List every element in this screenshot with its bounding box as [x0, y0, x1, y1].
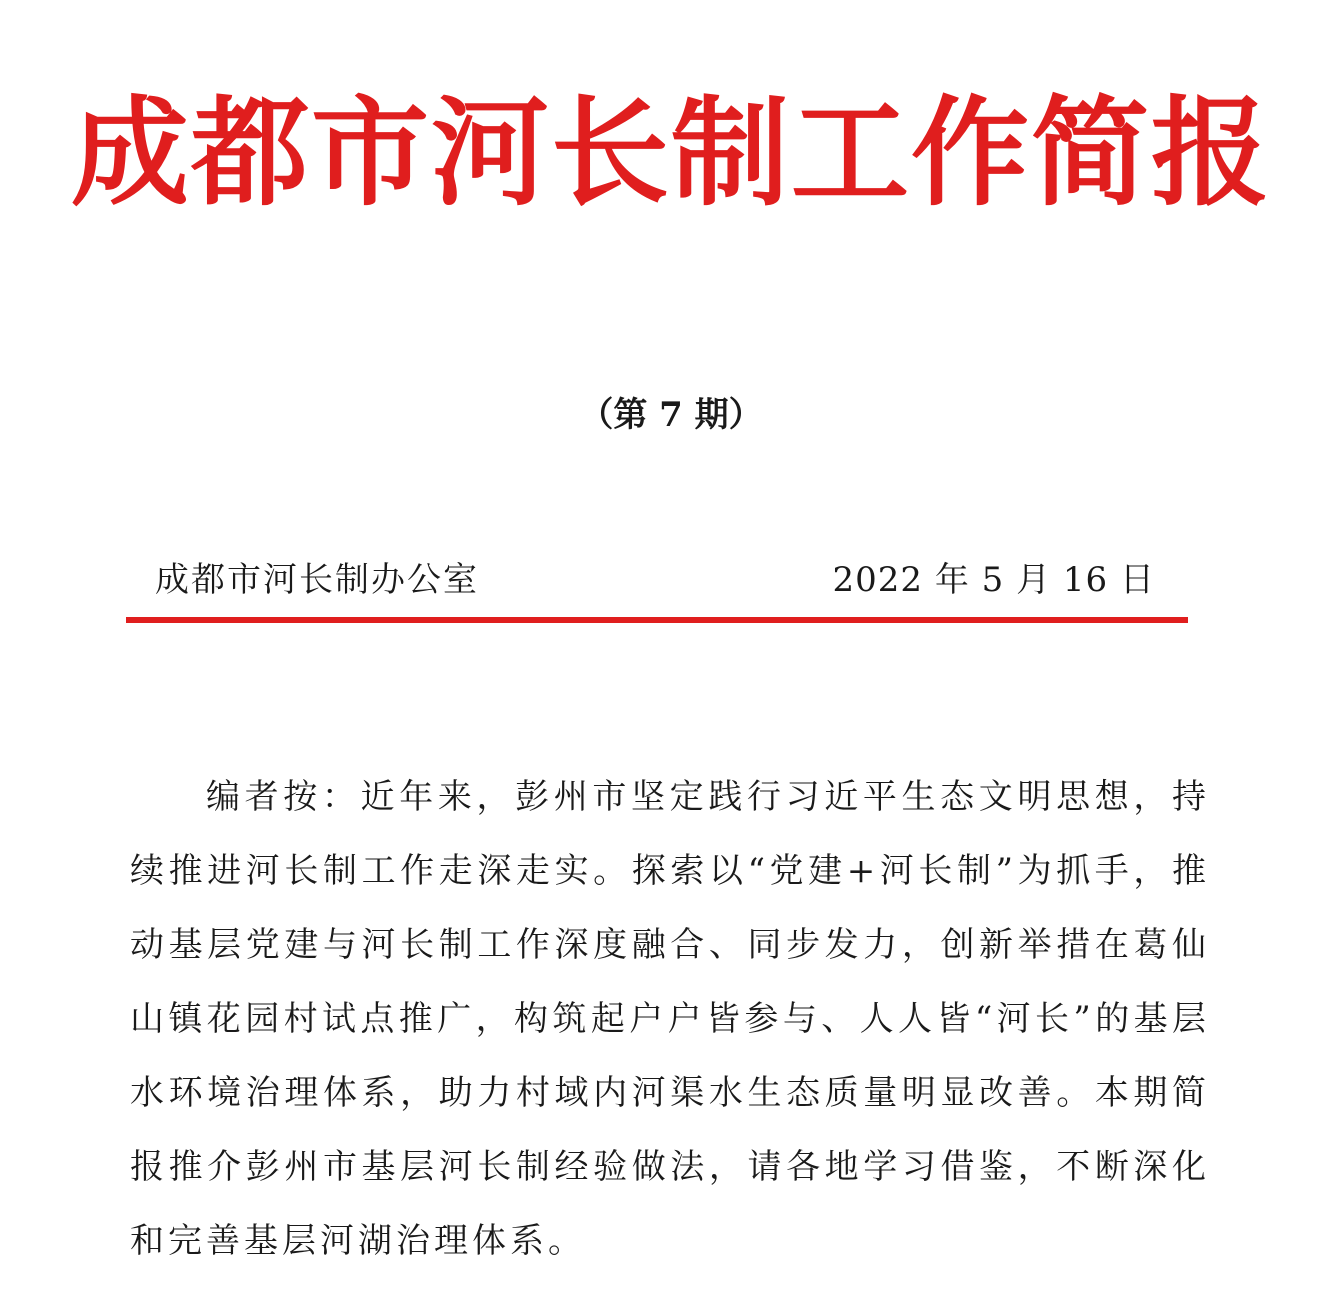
red-divider-rule [126, 617, 1188, 623]
issuer-line [155, 556, 1155, 604]
editor-note-paragraph: 编者按：近年来，彭州市坚定践行习近平生态文明思想，持续推进河长制工作走深走实。探索以“党建+河长制”为抓手，推动基层党建与河长制工作深度融合、同步发力，创新举措在葛仙山镇花园村试点推广，构筑起户户皆参与、人人皆“河长”的基层水环境治理体系，助力村域内河渠水生态质量明显改善。本期简报推介彭州市基层河长制经验做法，请各地学习借鉴，不断深化和完善基层河湖治理体系。 [130, 777, 1210, 1261]
masthead-title: 成都市河长制工作简报 [70, 84, 1271, 222]
issue-number: （第 7 期） [579, 395, 763, 435]
issue-date: 2022 年 5 月 16 日 [832, 560, 1155, 600]
issuer-name: 成都市河长制办公室 [155, 560, 479, 600]
